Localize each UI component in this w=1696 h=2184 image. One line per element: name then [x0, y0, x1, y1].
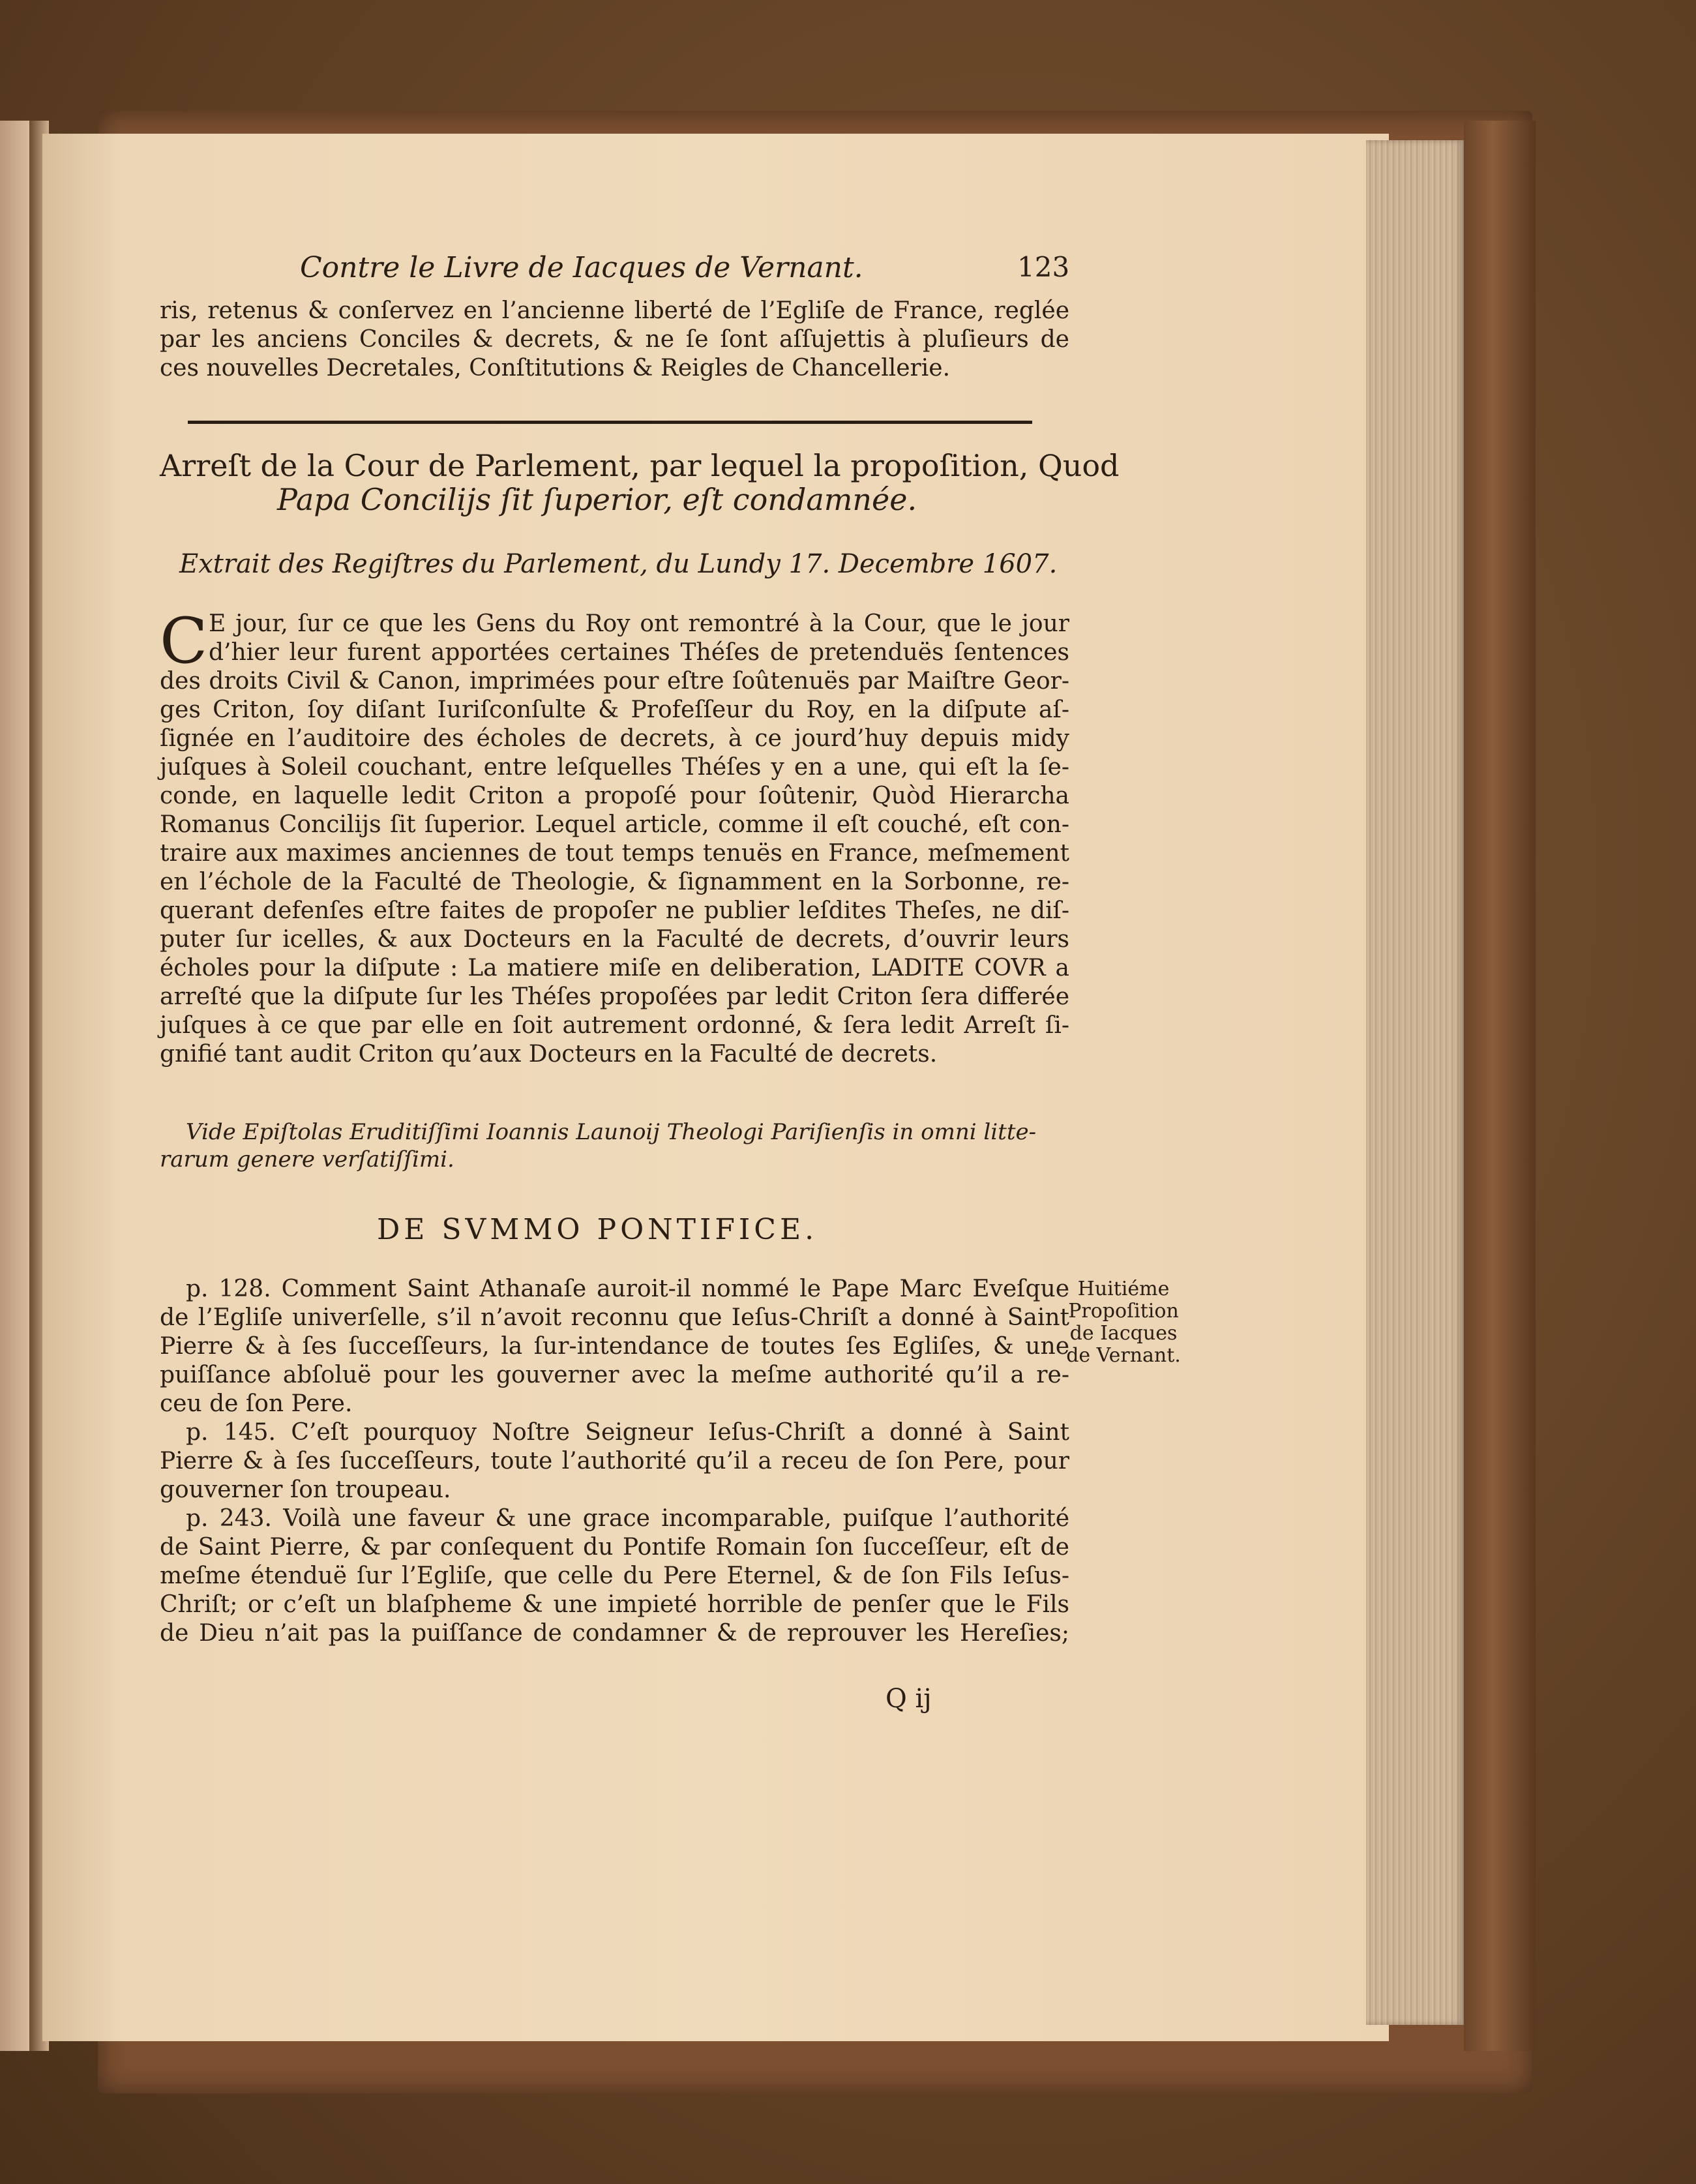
text-line: gouverner ſon troupeau. [160, 1476, 451, 1503]
text-line: de Saint Pierre, & par conſequent du Pontife Romain ſon ſucceſſeur, eſt de [160, 1534, 1069, 1561]
text-line: en l’échole de la Faculté de Theologie, & ſignamment en la Sorbonne, re- [160, 869, 1069, 895]
text-line: conde, en laquelle ledit Criton a propoſé pour ſoûtenir, Quòd Hierarcha [160, 783, 1069, 809]
text-line: ris, retenus & conſervez en l’ancienne liberté de l’Egliſe de France, reglée [160, 297, 1069, 324]
section-title: DE SVMMO PONTIFICE. [377, 1213, 818, 1246]
top-paragraph [160, 297, 1069, 383]
vide-note [160, 1118, 1069, 1173]
page [42, 134, 1389, 2041]
text-line: ces nouvelles Decretales, Conſtitutions & Reigles de Chancellerie. [160, 355, 951, 381]
drop-cap: C [160, 605, 208, 678]
text-line: Pierre & à ſes ſucceſſeurs, la ſur-intendance de toutes ſes Egliſes, & une [160, 1333, 1069, 1360]
cover-edge [1464, 121, 1536, 2051]
text-line: ceu de ſon Pere. [160, 1390, 353, 1417]
text-line: p. 145. C’eſt pourquoy Noſtre Seigneur Ieſus-Chriſt a donné à Saint [186, 1419, 1069, 1446]
text-line: Vide Epiſtolas Eruditiſſimi Ioannis Launoij Theologi Pariſienſis in omni litte- [186, 1119, 1037, 1145]
running-head: Contre le Livre de Iacques de Vernant. [300, 251, 863, 284]
text-line: par les anciens Conciles & decrets, & ne ſe ſont aſſujettis à pluſieurs de [160, 326, 1069, 353]
margin-line: de Vernant. [1066, 1344, 1181, 1367]
arret-paragraph [160, 605, 1069, 1069]
text-line: d’hier leur furent apportées certaines Théſes de pretenduës ſentences [209, 639, 1069, 666]
text-line: ſignée en l’auditoire des écholes de decrets, à ce jourd’huy depuis midy [160, 725, 1069, 752]
text-line: ges Criton, ſoy diſant Iuriſconſulte & Profeſſeur du Roy, en la diſpute aſ- [160, 696, 1069, 723]
signature-mark: Q ij [885, 1684, 932, 1714]
margin-note [1062, 1278, 1185, 1367]
text-line: juſques à Soleil couchant, entre leſquelles Théſes y en a une, qui eſt la ſe- [160, 754, 1069, 781]
text-line: de Dieu n’ait pas la puiſſance de condamner & de reprouver les Hereſies; [160, 1620, 1069, 1647]
page-number: 123 [1017, 251, 1070, 283]
text-line: querant defenſes eſtre faites de propoſer ne publier leſdites Theſes, ne diſ- [160, 897, 1069, 924]
text-line: Romanus Concilijs ſit ſuperior. Lequel article, comme il eſt couché, eſt con- [160, 811, 1069, 838]
text-line: E jour, ſur ce que les Gens du Roy ont remontré à la Cour, que le jour [209, 610, 1069, 637]
text-line: p. 128. Comment Saint Athanaſe auroit-il nommé le Pape Marc Eveſque [186, 1276, 1069, 1302]
text-line: p. 243. Voilà une faveur & une grace incomparable, puiſque l’authorité [186, 1505, 1069, 1532]
text-line: traire aux maximes anciennes de tout temps tenuës en France, meſmement [160, 840, 1069, 867]
margin-line: Huitiéme [1077, 1278, 1170, 1300]
text-line: des droits Civil & Canon, imprimées pour eſtre ſoûtenuës par Maiſtre Geor- [160, 668, 1069, 695]
propositions [160, 1275, 1069, 1648]
section-heading [160, 448, 1120, 517]
heading-line: Arreſt de la Cour de Parlement, par lequel la propoſition, Quod [160, 448, 1120, 483]
extract-title: Extrait des Regiſtres du Parlement, du Lundy 17. Decembre 1607. [179, 549, 1058, 579]
text-line: arreſté que la diſpute ſur les Théſes propoſées par ledit Criton ſera differée [160, 983, 1069, 1010]
text-line: de l’Egliſe univerſelle, s’il n’avoit reconnu que Ieſus-Chriſt a donné à Saint [160, 1304, 1069, 1331]
text-line: meſme étenduë ſur l’Egliſe, que celle du Pere Eternel, & de ſon Fils Ieſus- [160, 1563, 1069, 1589]
margin-line: de Iacques [1069, 1322, 1178, 1345]
text-line: Pierre & à ſes ſucceſſeurs, toute l’authorité qu’il a receu de ſon Pere, pour [160, 1448, 1069, 1474]
text-line: Chriſt; or c’eſt un blaſpheme & une impieté horrible de penſer que le Fils [160, 1591, 1069, 1618]
text-line: gnifié tant audit Criton qu’aux Docteurs en la Faculté de decrets. [160, 1041, 938, 1068]
text-line: puter ſur icelles, & aux Docteurs en la Faculté de decrets, d’ouvrir leurs [160, 926, 1069, 953]
text-line: écholes pour la diſpute : La matiere miſe en deliberation, LADITE COVR a [160, 955, 1069, 981]
text-line: juſques à ce que par elle en ſoit autrement ordonné, & ſera ledit Arreſt ſi- [160, 1012, 1069, 1039]
divider-rule [188, 421, 1032, 424]
text-line: puiſſance abſoluë pour les gouverner avec la meſme authorité qu’il a re- [160, 1362, 1069, 1388]
heading-line: Papa Concilijs ſit ſuperior, eſt condamnée. [277, 482, 917, 517]
margin-line: Propoſition [1068, 1300, 1179, 1323]
text-line: rarum genere verſatiſſimi. [160, 1146, 454, 1173]
page-edges [1366, 140, 1464, 2025]
